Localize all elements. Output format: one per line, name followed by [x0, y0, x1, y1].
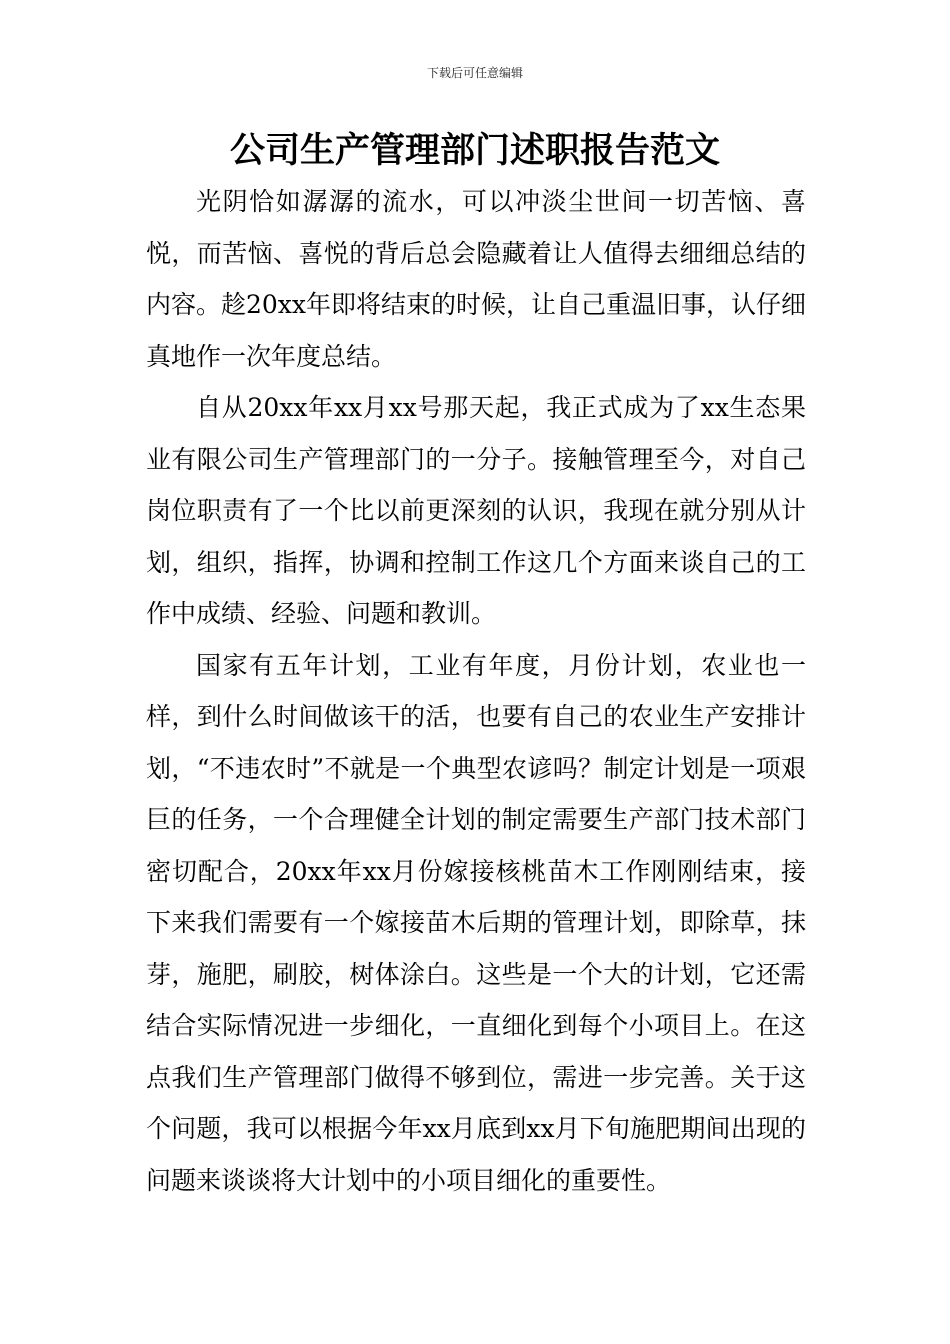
- paragraph: 自从20xx年xx月xx号那天起，我正式成为了xx生态果业有限公司生产管理部门的一分子。接触管理至今，对自己岗位职责有了一个比以前更深刻的认识，我现在就分别从计划，组织，指挥，协调和控制工作这几个方面来谈自己的工作中成绩、经验、问题和教训。: [146, 393, 806, 628]
- header-note: 下载后可任意编辑: [426, 66, 523, 80]
- paragraph: 光阴恰如潺潺的流水，可以冲淡尘世间一切苦恼、喜悦，而苦恼、喜悦的背后总会隐藏着让人值得去细细总结的内容。趁20xx年即将结束的时候，让自己重温旧事，认仔细真地作一次年度总结。: [146, 187, 807, 371]
- document-title: 公司生产管理部门述职报告范文: [229, 131, 720, 171]
- paragraph: 国家有五年计划，工业有年度，月份计划，农业也一样，到什么时间做该干的活，也要有自己的农业生产安排计划，“不违农时”不就是一个典型农谚吗？制定计划是一项艰巨的任务，一个合理健全计划的制定需要生产部门技术部门密切配合，20xx年xx月份嫁接核桃苗木工作刚刚结束，接下来我们需要有一个嫁接苗木后期的管理计划，即除草，抹芽，施肥，刷胶，树体涂白。这些是一个大的计划，它还需结合实际情况进一步细化，一直细化到每个小项目上。在这点我们生产管理部门做得不够到位，需进一步完善。关于这个问题，我可以根据今年xx月底到xx月下旬施肥期间出现的问题来谈谈将大计划中的小项目细化的重要性。: [146, 650, 806, 1195]
- document-body: [146, 176, 806, 1206]
